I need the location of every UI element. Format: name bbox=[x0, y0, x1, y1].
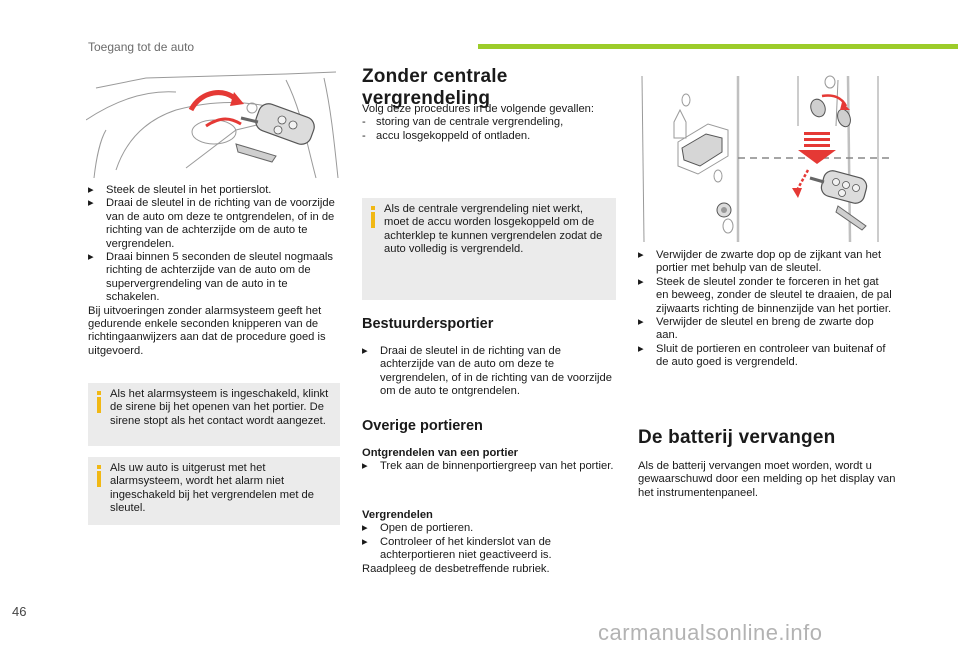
triangle-bullet-icon: ▸ bbox=[362, 522, 368, 535]
list-item: - accu losgekoppeld of ontladen. bbox=[362, 129, 531, 142]
triangle-bullet-icon: ▸ bbox=[638, 249, 644, 261]
middle-intro: Volg deze procedures in de volgende gevallen: - storing van de centrale vergrendeling, - accu losgekoppeld of ontladen. bbox=[362, 103, 618, 143]
triangle-bullet-icon: ▸ bbox=[88, 197, 94, 210]
info-icon bbox=[94, 391, 104, 413]
section-title-battery: De batterij vervangen bbox=[638, 427, 836, 448]
info-icon bbox=[368, 206, 378, 228]
subsection-title-other-doors: Overige portieren bbox=[362, 418, 483, 434]
page-number: 46 bbox=[12, 604, 27, 619]
list-item: ▸ Controleer of het kinderslot van de achterportieren niet geactiveerd is. bbox=[362, 535, 552, 562]
list-item: ▸ Sluit de portieren en controleer van buitenaf of de auto goed is vergrendeld. bbox=[638, 342, 886, 369]
list-item: ▸ Verwijder de sleutel en breng de zwarte dop aan. bbox=[638, 316, 874, 342]
triangle-bullet-icon: ▸ bbox=[88, 184, 94, 196]
subsection-title-driver-door: Bestuurdersportier bbox=[362, 316, 494, 332]
list-item: - storing van de centrale vergrendeling, bbox=[362, 116, 564, 129]
info-box-alarm-key: Als uw auto is uitgerust met het alarmsysteem, wordt het alarm niet ingeschakeld bij het vergrendelen met de sleutel. bbox=[88, 457, 340, 525]
triangle-bullet-icon: ▸ bbox=[362, 460, 368, 473]
list-item: ▸ Trek aan de binnenportiergreep van het portier. bbox=[362, 460, 614, 473]
left-column bbox=[88, 184, 342, 358]
triangle-bullet-icon: ▸ bbox=[362, 535, 368, 548]
list-item: ▸ Steek de sleutel zonder te forceren in het gat en beweeg, zonder de sleutel te draaien, de pal zijwaarts richting de binnenzijde van het portier. bbox=[638, 275, 892, 315]
alarm-paragraph: Bij uitvoeringen zonder alarmsysteem geeft het gedurende enkele seconden knipperen van de richtingaanwijzers aan dat de procedure goed is uitgevoerd. bbox=[88, 304, 326, 357]
info-box-central-locking: Als de centrale vergrendeling niet werkt, moet de accu worden losgekoppeld om de achterklep te kunnen vergrendelen zodat de auto volledig is vergrendeld. bbox=[362, 198, 616, 300]
triangle-bullet-icon: ▸ bbox=[638, 342, 644, 355]
list-item: ▸ Draai de sleutel in de richting van de achterzijde van de auto om deze te vergrendelen, of in de richting van de voorzijde om de auto te ontgrendelen. bbox=[362, 345, 612, 398]
door-lock-key-illustration bbox=[86, 70, 340, 182]
triangle-bullet-icon: ▸ bbox=[638, 275, 644, 288]
header-accent-bar bbox=[478, 44, 958, 49]
section-title-no-central-locking: Zonder centrale vergrendeling bbox=[362, 66, 508, 109]
driver-door-steps bbox=[362, 345, 616, 399]
lock-door-block: Vergrendelen ▸ Open de portieren. ▸ Controleer of het kinderslot van de achterportieren niet geactiveerd is. Raadpleeg de desbetreffende rubriek. bbox=[362, 509, 616, 576]
list-item: ▸ Open de portieren. bbox=[362, 522, 474, 535]
watermark: carmanualsonline.info bbox=[598, 620, 823, 645]
list-item: ▸ Steek de sleutel in het portierslot. bbox=[88, 184, 272, 196]
section-header: Toegang tot de auto bbox=[88, 40, 195, 54]
triangle-bullet-icon: ▸ bbox=[638, 316, 644, 329]
unlock-door-block: Ontgrendelen van een portier ▸ Trek aan de binnenportiergreep van het portier. bbox=[362, 447, 616, 474]
list-item: ▸ Verwijder de zwarte dop op de zijkant van het portier met behulp van de sleutel. bbox=[638, 249, 882, 275]
battery-paragraph: Als de batterij vervangen moet worden, wordt u gewaarschuwd door een melding op het display van het instrumentenpaneel. bbox=[638, 460, 896, 499]
right-steps bbox=[638, 249, 894, 370]
list-item: ▸ Draai binnen 5 seconden de sleutel nogmaals richting de achterzijde van de auto om de supervergrendeling van de auto in te schakelen. bbox=[88, 251, 334, 304]
triangle-bullet-icon: ▸ bbox=[88, 251, 94, 264]
info-icon bbox=[94, 465, 104, 487]
triangle-bullet-icon: ▸ bbox=[362, 345, 368, 357]
info-box-alarm-siren: Als het alarmsysteem is ingeschakeld, klinkt de sirene bij het openen van het portier. De sirene stopt als het contact wordt aangezet. bbox=[88, 383, 340, 446]
door-edge-lock-illustration bbox=[638, 66, 890, 242]
list-item: ▸ Draai de sleutel in de richting van de voorzijde van de auto om deze te ontgrendelen, of in de richting van de achterzijde om de auto te vergrendelen. bbox=[88, 197, 335, 250]
